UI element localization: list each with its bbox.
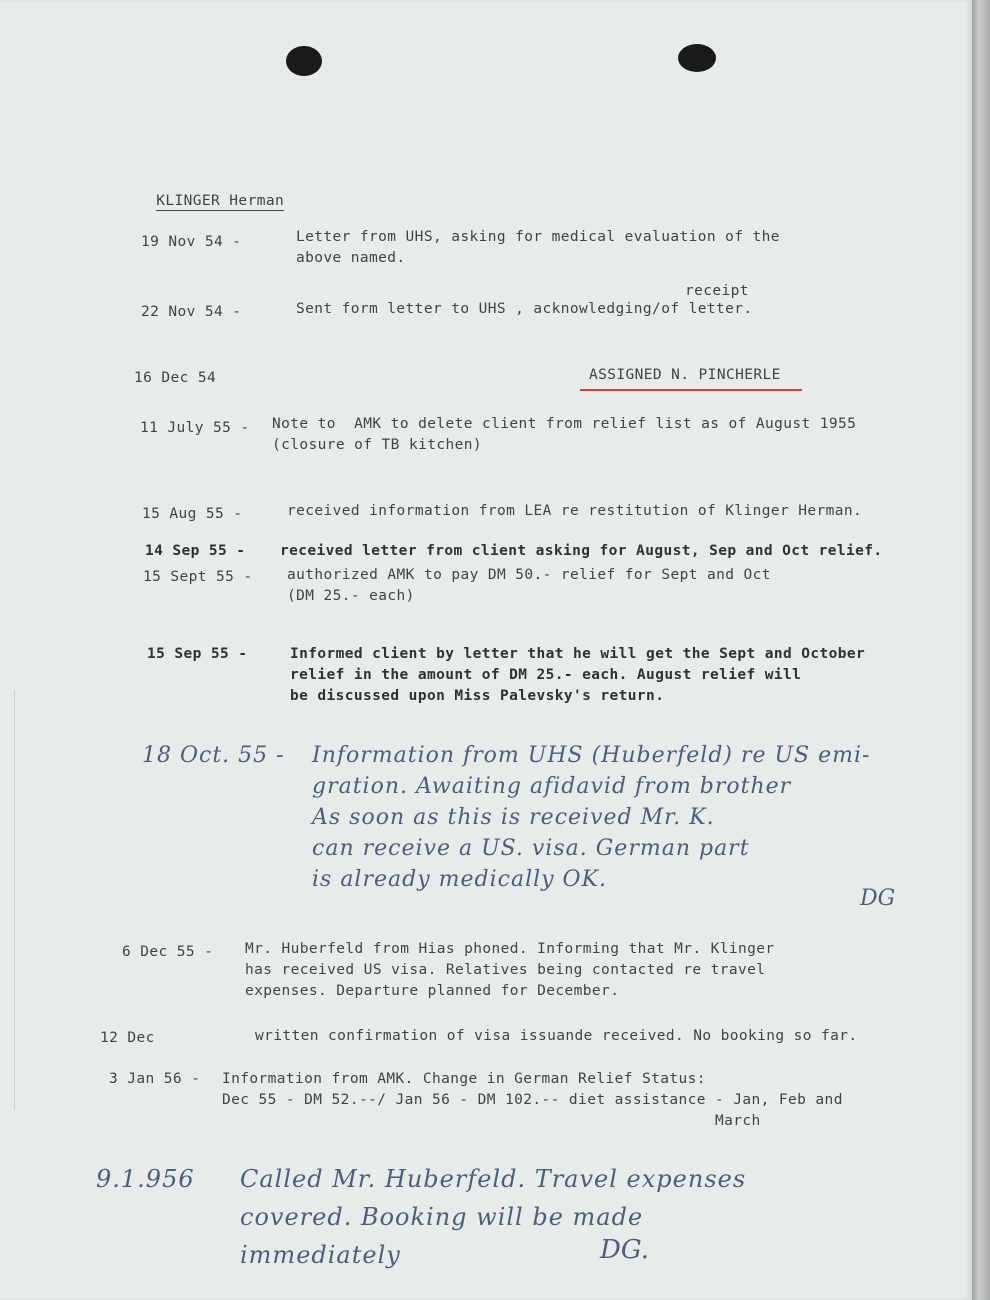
assignment-note: ASSIGNED N. PINCHERLE: [589, 367, 781, 383]
entry-text: written confirmation of visa issuande received. No booking so far.: [255, 1028, 858, 1044]
entry-date: 6 Dec 55 -: [122, 944, 214, 960]
entry-date: 3 Jan 56 -: [109, 1071, 201, 1087]
punch-hole-right: [678, 44, 716, 72]
handwritten-note: Information from UHS (Huberfeld) re US emi- gration. Awaiting afidavid from brother As soon as this is received Mr. K. can receive a US. visa. German part is already medically OK.: [312, 743, 871, 892]
entry-text: Note to AMK to delete client from relief list as of August 1955 (closure of TB kitchen): [272, 416, 857, 453]
handwritten-initials: DG.: [600, 1235, 649, 1265]
entry-date: 15 Sep 55 -: [147, 646, 248, 662]
assignment-underline: [580, 389, 802, 391]
entry-date: 15 Aug 55 -: [142, 506, 243, 522]
handwritten-date: 18 Oct. 55 -: [142, 743, 285, 768]
entry-date: 15 Sept 55 -: [143, 569, 253, 585]
entry-date: 22 Nov 54 -: [141, 304, 242, 320]
client-name: KLINGER Herman: [156, 193, 285, 209]
paper-fold: [0, 690, 15, 1110]
entry-text: authorized AMK to pay DM 50.- relief for Sept and Oct (DM 25.- each): [287, 567, 771, 604]
entry-insertion: receipt: [685, 283, 749, 299]
entry-date: 12 Dec: [100, 1030, 155, 1046]
entry-date: 16 Dec 54: [134, 370, 217, 386]
client-name-heading: [138, 170, 284, 212]
entry-text: received letter from client asking for August, Sep and Oct relief.: [280, 543, 883, 559]
entry-text: Mr. Huberfeld from Hias phoned. Informing that Mr. Klinger has received US visa. Relatives being contacted re travel expenses. Departure planned for December.: [245, 941, 775, 999]
handwritten-note: Called Mr. Huberfeld. Travel expenses covered. Booking will be made immediately: [240, 1165, 747, 1269]
entry-text: Letter from UHS, asking for medical evaluation of the above named.: [296, 229, 780, 266]
handwritten-date: 9.1.956: [96, 1165, 195, 1193]
entry-text: Sent form letter to UHS , acknowledging/of letter.: [296, 301, 753, 317]
entry-date: 11 July 55 -: [140, 420, 250, 436]
handwritten-initials: DG: [860, 886, 896, 911]
entry-text: received information from LEA re restitution of Klinger Herman.: [287, 503, 863, 519]
punch-hole-left: [286, 46, 322, 76]
entry-date: 19 Nov 54 -: [141, 234, 242, 250]
page-edge: [972, 0, 990, 1300]
entry-date: 14 Sep 55 -: [145, 543, 246, 559]
entry-text: Informed client by letter that he will get the Sept and October relief in the amount of DM 25.- each. August relief will be discussed upon Miss Palevsky's return.: [290, 646, 866, 704]
entry-text: Information from AMK. Change in German Relief Status: Dec 55 - DM 52.--/ Jan 56 - DM 102.-- diet assistance - Jan, Feb and March: [222, 1071, 843, 1129]
